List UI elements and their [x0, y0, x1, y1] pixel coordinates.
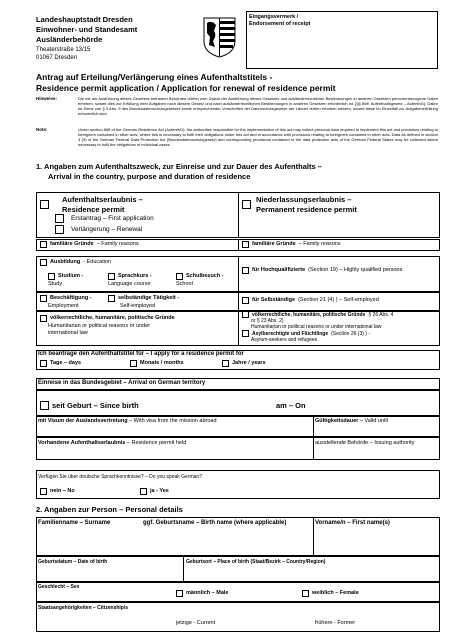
self-employed-right-label-en: (Section 21 (4) ) – Self-employed [298, 297, 379, 304]
humanitarian-left-option[interactable] [40, 315, 175, 322]
first-application-option[interactable] [55, 214, 154, 223]
form-title-en: Residence permit application / Application for renewal of residence permit [36, 83, 336, 93]
education-label-de: Ausbildung [50, 259, 81, 266]
highly-qualified-checkbox[interactable] [242, 267, 249, 274]
issuing-authority-label-de: ausstellende Behörde [315, 440, 369, 446]
study-checkbox[interactable] [48, 273, 55, 280]
duration-months-option[interactable] [130, 360, 184, 367]
highly-qualified-label-de: für Hochqualifizierte [252, 267, 306, 274]
asylum-option[interactable] [242, 330, 370, 337]
previous-permit-label [38, 440, 186, 447]
asylum-section: (Section 26 (3) ) - [331, 330, 371, 337]
language-course-option[interactable] [108, 273, 152, 280]
humanitarian-right-option[interactable] [242, 311, 393, 318]
apply-for-label: Ich beantrage den Aufenthaltstitel für – I apply for a residence permit for [38, 351, 244, 357]
note-label: Note: [36, 127, 48, 132]
authority-line-1: Landeshauptstadt Dresden [36, 15, 133, 24]
nationality-current-label: jetzige - Current [176, 620, 216, 626]
receipt-endorsement-box [246, 11, 438, 69]
education-label-en: - Education [83, 259, 112, 266]
humanitarian-left-label-de: völkerrechtliche, humanitäre, politische Gründe [50, 315, 175, 322]
hinweise-label: Hinweise: [36, 96, 58, 101]
humanitarian-right-label-de: völkerrechtliche, humanitäre, politische Gründe [252, 311, 366, 318]
settlement-permit-label-en: Permanent residence permit [256, 205, 357, 214]
self-employed-right-checkbox[interactable] [242, 297, 249, 304]
surname-label: Familienname – Surname [38, 520, 111, 526]
visa-label-en: – With visa from the mission abroad [129, 418, 217, 424]
entry-heading: Einreise in das Bundesgebiet – Arrival on German territory [38, 380, 206, 386]
note-text: Under section 86ff of the German Residence Act (AufenthG), the authorities responsible for the implementation of this act may collect personal data required to implement this act and provisions relating to foreigners contained in other acts, where this is necessary to fulfil their obligations under this act and in accordance with provisions relating to foreigners contained in other acts. Data as defined in section 3 (9) of the German Federal Data Protection Act (Bundesdatenschutzgesetz) and corresponding provisions contained in the data protection acts of the German Federal States may be collected where necessary to fulfil the obligations of individual cases. [78, 127, 438, 147]
self-employed-label-en: Self-employed [120, 303, 156, 309]
validity-label-en: – Valid until [359, 418, 388, 424]
renewal-label: Verlängerung – Renewal [71, 225, 143, 233]
arrival-on-label: am – On [276, 401, 306, 410]
section1-heading-de: 1. Angaben zum Aufenthaltszweck, zur Einreise und zur Dauer des Aufenthalts – [36, 162, 322, 171]
receipt-label-de: Eingangsvermerk / [249, 14, 299, 20]
duration-years-checkbox[interactable] [222, 360, 229, 367]
sex-male-label: männlich – Male [186, 590, 229, 597]
section1-heading-en: Arrival in the country, purpose and duration of residence [48, 172, 251, 181]
duration-years-label: Jahre / years [232, 360, 266, 367]
hinweise-text: Die mit der Ausführung dieses Gesetzes betrauten Behörden dürfen zum Zweck der Ausführung dieses Gesetzes und ausländerrechtlicher Bestimmungen in anderen Gesetzen personenbezogene Daten erheben, soweit dies zur Erfüllung ihrer Aufgaben nach diesem Gesetz und nach ausländerrechtlichen Bestimmungen in anderen Gesetzen erforderlich ist. [§§ 86ff. Aufenthaltsgesetz – AufenthG]. Daten im Sinne von § 3 Abs. 9 des Bundesdatenschutzgesetzes sowie entsprechender Vorschriften der Datenschutzgesetze der Länder dürfen erhoben werden, soweit diese im Einzelfall zur Aufgabenerfüllung erforderlich sind. [78, 96, 438, 116]
self-employed-right-label-de: für Selbständige [252, 297, 296, 304]
family-reasons-right-option[interactable] [242, 241, 341, 248]
place-of-birth-label: Geburtsort – Place of birth (Staat/Bezirk – Country/Region) [186, 559, 326, 565]
language-course-checkbox[interactable] [108, 273, 115, 280]
asylum-checkbox[interactable] [242, 330, 249, 337]
family-right-label-de: familiäre Gründe [252, 241, 296, 248]
humanitarian-right-checkbox[interactable] [242, 311, 249, 318]
duration-days-label: Tage – days [50, 360, 82, 367]
sex-female-checkbox[interactable] [302, 590, 309, 597]
renewal-checkbox[interactable] [55, 225, 64, 234]
duration-months-checkbox[interactable] [130, 360, 137, 367]
study-label-de: Studium - [58, 273, 84, 280]
duration-days-checkbox[interactable] [40, 360, 47, 367]
family-right-checkbox[interactable] [242, 241, 249, 248]
temporary-permit-label-en: Residence permit [62, 205, 125, 214]
humanitarian-right-section-2: or § 23 Abs. 2) [251, 318, 284, 324]
since-birth-label: seit Geburt – Since birth [52, 401, 139, 410]
study-option[interactable] [48, 273, 83, 280]
issuing-authority-label [315, 440, 414, 447]
education-option[interactable] [40, 259, 111, 266]
authority-line-3: Ausländerbehörde [36, 35, 103, 44]
date-of-birth-label: Geburtsdatum – Date of birth [38, 559, 108, 565]
german-yes-label: ja - Yes [150, 488, 169, 495]
family-reasons-left-option[interactable] [40, 241, 139, 248]
german-yes-option[interactable] [140, 488, 169, 495]
firstname-label: Vorname/n – First name(s) [315, 520, 390, 526]
humanitarian-left-label-en-1: Humanitarian or political reasons or under [48, 323, 151, 329]
validity-label [315, 418, 388, 425]
asylum-label-en: Asylum-seekers and refugees [251, 337, 318, 343]
language-course-label-de: Sprachkurs - [118, 273, 152, 280]
highly-qualified-label-en: (Section 19) – Highly qualified persons [308, 267, 403, 274]
german-no-checkbox[interactable] [40, 488, 47, 495]
since-birth-checkbox[interactable] [40, 401, 49, 410]
humanitarian-right-section: § 26 Abs. 4 [368, 311, 394, 318]
dresden-coat-of-arms-icon [203, 17, 236, 58]
family-left-label-de: familiäre Gründe [50, 241, 94, 248]
german-no-label: nein – No [50, 488, 75, 495]
sex-female-option[interactable] [302, 590, 359, 597]
humanitarian-left-label-en-2: international law [48, 330, 88, 336]
school-label-de: Schulbesuch - [186, 273, 224, 280]
first-application-label: Erstantrag – First application [71, 214, 154, 222]
employment-option[interactable] [40, 295, 92, 302]
first-application-checkbox[interactable] [55, 214, 64, 223]
employment-checkbox[interactable] [40, 295, 47, 302]
self-employed-right-option[interactable] [242, 297, 379, 304]
authority-city: 01067 Dresden [36, 55, 78, 61]
duration-days-option[interactable] [40, 360, 81, 367]
sex-label: Geschlecht – Sex [38, 584, 80, 590]
family-left-checkbox[interactable] [40, 241, 47, 248]
validity-label-de: Gültigkeitsdauer [315, 418, 359, 424]
temporary-permit-label-de: Aufenthaltserlaubnis – [62, 195, 143, 204]
education-checkbox[interactable] [40, 259, 47, 266]
visa-label [38, 418, 217, 425]
previous-permit-label-de: Vorhandene Aufenthaltserlaubnis [38, 440, 126, 446]
sex-female-label: weiblich – Female [312, 590, 359, 597]
family-right-label-en: – Family reasons [298, 241, 341, 248]
employment-label-de: Beschäftigung - [50, 295, 92, 302]
form-title-de: Antrag auf Erteilung/Verlängerung eines Aufenthaltstitels - [36, 72, 273, 82]
authority-line-2: Einwohner- und Standesamt [36, 25, 138, 34]
since-birth-option[interactable] [40, 401, 139, 410]
school-label-en: School [176, 281, 193, 287]
settlement-permit-label-de: Niederlassungserlaubnis – [256, 195, 352, 204]
school-checkbox[interactable] [176, 273, 183, 280]
nationality-former-label: frühere - Former [315, 620, 356, 626]
section2-heading: 2. Angaben zur Person – Personal details [36, 505, 183, 514]
study-label-en: Study [48, 281, 63, 287]
self-employed-option[interactable] [108, 295, 179, 302]
german-yes-checkbox[interactable] [140, 488, 147, 495]
humanitarian-left-checkbox[interactable] [40, 315, 47, 322]
nationality-label: Staatsangehörigkeiten – Citizenship/s [38, 605, 129, 611]
renewal-option[interactable] [55, 225, 142, 234]
school-option[interactable] [176, 273, 224, 280]
sex-row [36, 582, 440, 602]
asylum-label-de: Asylberechtigte und Flüchtlinge [252, 330, 329, 337]
visa-label-de: mit Visum der Auslandsvertretung [38, 418, 128, 424]
german-no-option[interactable] [40, 488, 75, 495]
temporary-permit-checkbox[interactable] [40, 196, 49, 214]
sex-male-option[interactable] [176, 590, 229, 597]
receipt-label-en: Endorsement of receipt [249, 21, 311, 27]
humanitarian-right-label-en: Humanitarian or political reasons or under international law [251, 324, 382, 330]
sex-male-checkbox[interactable] [176, 590, 183, 597]
birthname-label: ggf. Geburtsname – Birth name (where applicable) [143, 520, 287, 526]
german-question: Verfügen Sie über deutsche Sprachkenntnisse? – Do you speak German? [38, 474, 202, 480]
self-employed-label-de: selbständige Tätigkeit - [118, 295, 180, 302]
duration-months-label: Monate / months [140, 360, 184, 367]
highly-qualified-option[interactable] [242, 267, 402, 274]
self-employed-checkbox[interactable] [108, 295, 115, 302]
duration-years-option[interactable] [222, 360, 266, 367]
employment-label-en: Employment [48, 303, 79, 309]
settlement-permit-checkbox[interactable] [242, 196, 251, 214]
issuing-authority-label-en: – Issuing authority [369, 440, 415, 446]
previous-permit-label-en: – Residence permit held [126, 440, 187, 446]
language-course-label-en: Language course [108, 281, 151, 287]
family-left-label-en: – Family reasons [96, 241, 139, 248]
authority-street: Theaterstraße 13/15 [36, 47, 91, 53]
